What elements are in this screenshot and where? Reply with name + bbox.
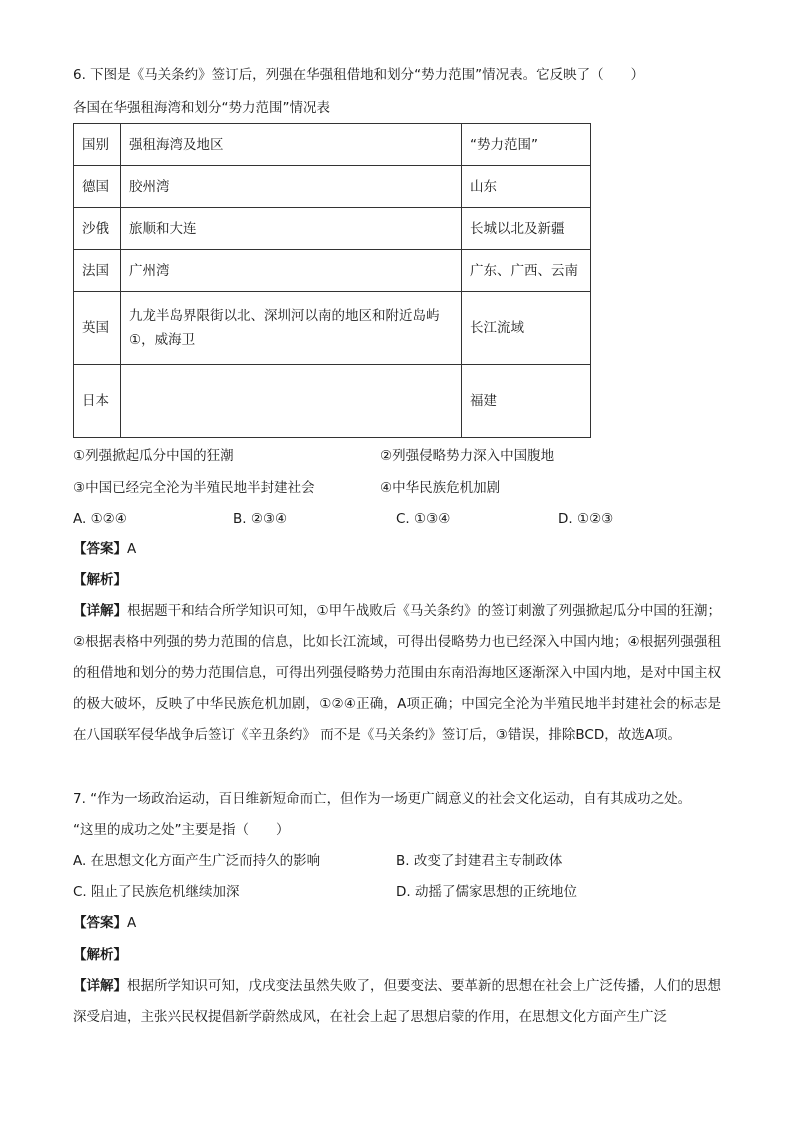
table-row	[74, 250, 591, 292]
q7-option-c: C. 阻止了民族危机继续加深	[73, 884, 240, 900]
cell-sphere: 广东、广西、云南	[462, 250, 591, 292]
cell-sphere: 长城以北及新疆	[462, 208, 591, 250]
q6-item-1: ①列强掀起瓜分中国的狂潮	[73, 448, 234, 464]
detail-tag: 【详解】	[73, 603, 128, 619]
q6-option-d: D. ①②③	[558, 511, 614, 527]
cell-area	[121, 292, 462, 365]
table-row	[74, 292, 591, 365]
cell-area: 胶州湾	[121, 166, 462, 208]
q6-item-2: ②列强侵略势力深入中国腹地	[380, 448, 555, 464]
cell-sphere: 福建	[462, 365, 591, 438]
q7-stem-line1: 7. “作为一场政治运动，百日维新短命而亡，但作为一场更广阔意义的社会文化运动，自有其成功之处。	[73, 791, 692, 807]
header-country: 国别	[74, 124, 121, 166]
table-header-row	[74, 124, 591, 166]
cell-area: 广州湾	[121, 250, 462, 292]
answer-value: A	[127, 541, 137, 557]
detail-text: 根据题干和结合所学知识可知，①甲午战败后《马关条约》的签订刺激了列强掀起瓜分中国的狂潮；②根据表格中列强的势力范围的信息，比如长江流域，可得出侵略势力也已经深入中国内地；④根据列强强租的租借地和划分的势力范围信息，可得出列强侵略势力范围由东南沿海地区逐渐深入中国内地，是对中国主权的极大破坏，反映了中华民族危机加剧，①②④正确，A项正确；中国完全沦为半殖民地半封建社会的标志是在八国联军侵华战争后签订《辛丑条约》 而不是《马关条约》签订后，③错误，排除BCD，故选A项。	[73, 603, 721, 743]
q7-option-b: B. 改变了封建君主专制政体	[396, 853, 563, 869]
detail-tag: 【详解】	[73, 978, 127, 994]
q7-analysis-tag: 【解析】	[73, 947, 127, 963]
answer-tag: 【答案】	[73, 541, 127, 557]
table-row	[74, 208, 591, 250]
q6-answer	[73, 540, 136, 558]
cell-sphere: 山东	[462, 166, 591, 208]
header-leased-area: 强租海湾及地区	[121, 124, 462, 166]
q6-stem: 6. 下图是《马关条约》签订后，列强在华强租借地和划分“势力范围”情况表。它反映了（ ）	[73, 67, 645, 83]
q6-option-b: B. ②③④	[233, 511, 288, 527]
detail-text: 根据所学知识可知，戊戌变法虽然失败了，但要变法、要革新的思想在社会上广泛传播，人们的思想深受启迪，主张兴民权提倡新学蔚然成风，在社会上起了思想启蒙的作用，在思想文化方面产生广泛	[73, 978, 721, 1025]
header-sphere: “势力范围”	[462, 124, 591, 166]
cell-country: 沙俄	[74, 208, 121, 250]
q7-answer	[73, 914, 136, 932]
q7-detail	[73, 971, 721, 1033]
q7-option-d: D. 动摇了儒家思想的正统地位	[396, 884, 577, 900]
answer-value: A	[127, 915, 137, 931]
q6-item-3: ③中国已经完全沦为半殖民地半封建社会	[73, 480, 315, 496]
cell-area-line1: 九龙半岛界限街以北、深圳河以南的地区和附近岛屿	[129, 308, 440, 324]
q7-option-a: A. 在思想文化方面产生广泛而持久的影响	[73, 853, 321, 869]
cell-area	[121, 365, 462, 438]
cell-country: 日本	[74, 365, 121, 438]
cell-country: 德国	[74, 166, 121, 208]
table-row	[74, 166, 591, 208]
q6-analysis-tag: 【解析】	[73, 572, 127, 588]
cell-area-line2: ①，威海卫	[129, 332, 196, 348]
q7-stem-line2: “这里的成功之处”主要是指（ ）	[73, 822, 290, 838]
q6-detail	[73, 596, 721, 751]
answer-tag: 【答案】	[73, 915, 127, 931]
cell-country: 法国	[74, 250, 121, 292]
q6-item-4: ④中华民族危机加剧	[380, 480, 501, 496]
q6-option-c: C. ①③④	[396, 511, 451, 527]
table-row	[74, 365, 591, 438]
q6-option-a: A. ①②④	[73, 511, 127, 527]
cell-sphere: 长江流域	[462, 292, 591, 365]
powers-table	[73, 123, 591, 438]
cell-area: 旅顺和大连	[121, 208, 462, 250]
table-caption: 各国在华强租海湾和划分“势力范围”情况表	[73, 100, 330, 116]
cell-country: 英国	[74, 292, 121, 365]
